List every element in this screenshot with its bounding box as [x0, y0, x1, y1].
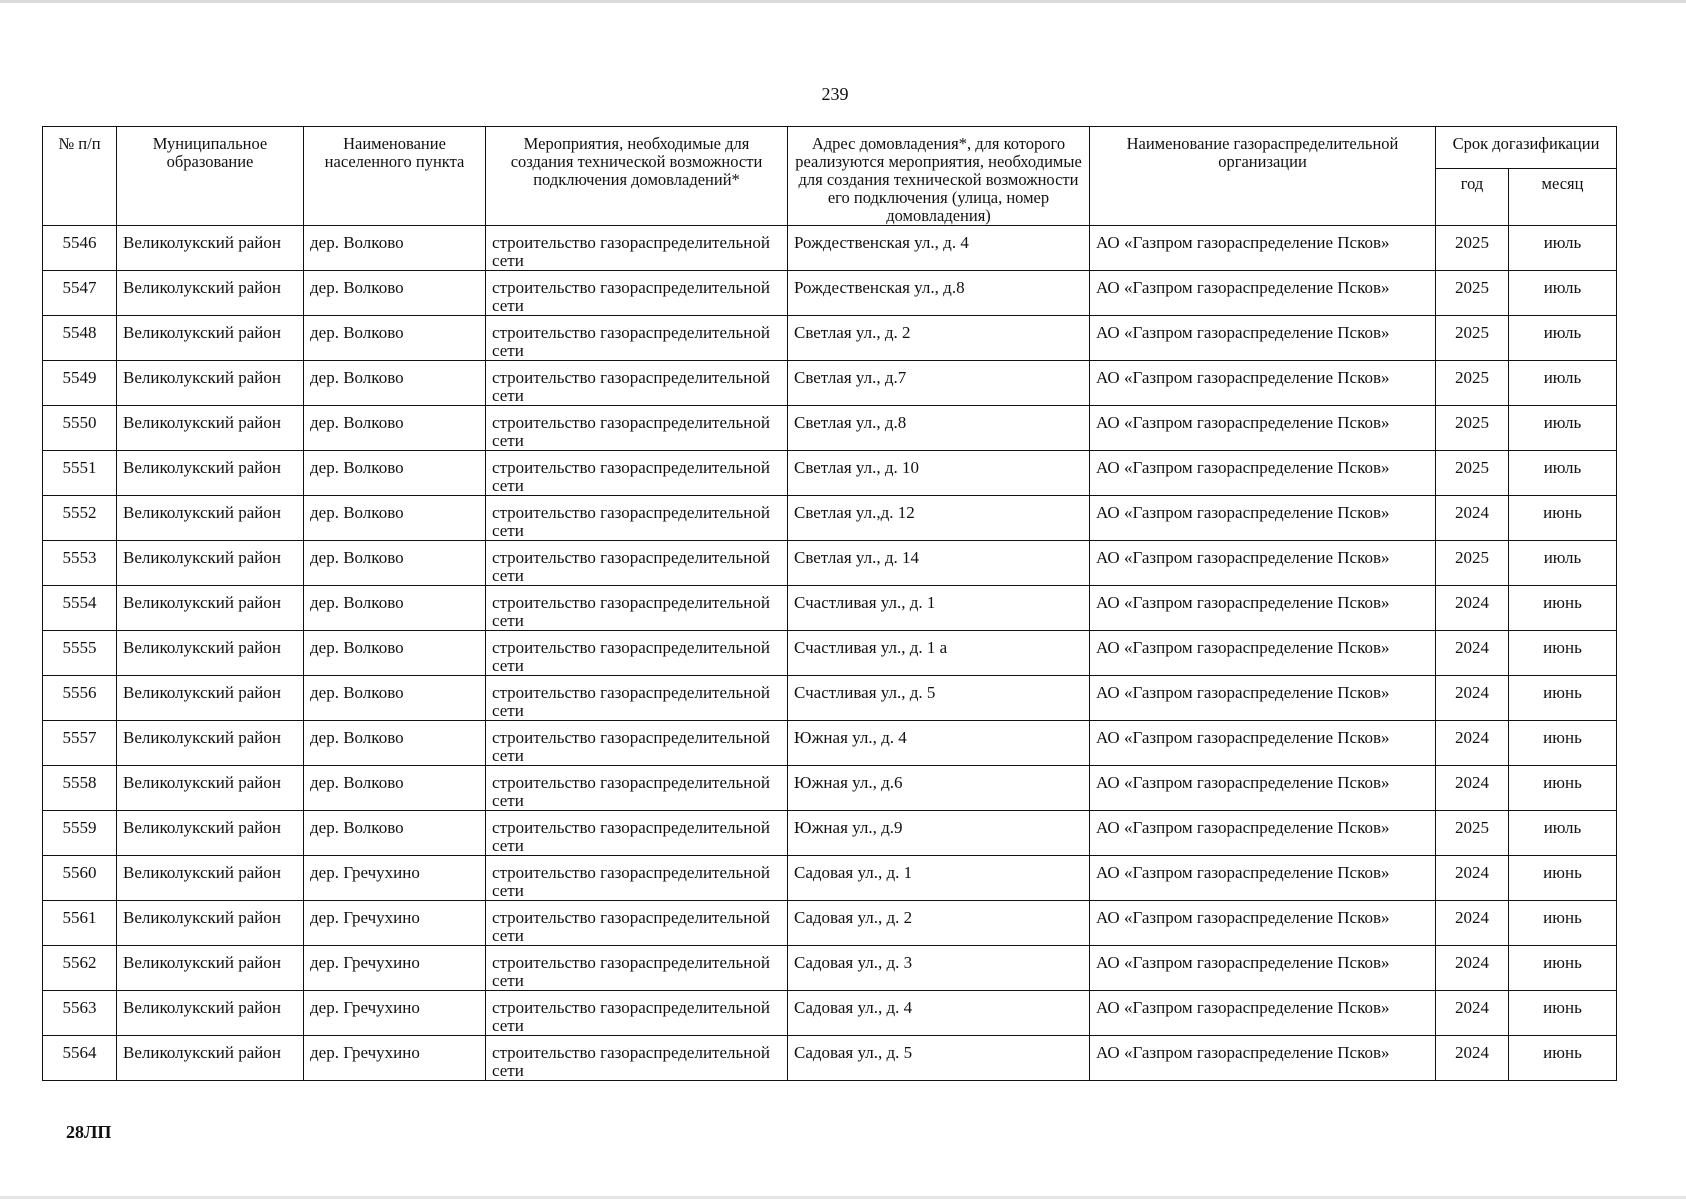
cell-municipality: Великолукский район	[117, 1036, 304, 1081]
cell-month: июнь	[1509, 631, 1617, 676]
cell-year: 2025	[1436, 811, 1509, 856]
cell-address: Счастливая ул., д. 1	[788, 586, 1090, 631]
cell-measure: строительство газораспределительной сети	[486, 676, 788, 721]
header-measures: Мероприятия, необходимые для создания технической возможности подключения домовладений*	[486, 127, 788, 226]
cell-settlement: дер. Волково	[304, 361, 486, 406]
table-row	[43, 451, 1617, 496]
cell-settlement: дер. Гречухино	[304, 991, 486, 1036]
cell-measure: строительство газораспределительной сети	[486, 856, 788, 901]
cell-measure: строительство газораспределительной сети	[486, 496, 788, 541]
cell-organization: АО «Газпром газораспределение Псков»	[1090, 406, 1436, 451]
header-num: № п/п	[43, 127, 117, 226]
cell-measure: строительство газораспределительной сети	[486, 406, 788, 451]
cell-organization: АО «Газпром газораспределение Псков»	[1090, 1036, 1436, 1081]
cell-year: 2024	[1436, 766, 1509, 811]
cell-settlement: дер. Волково	[304, 586, 486, 631]
table-header	[43, 127, 1617, 226]
cell-settlement: дер. Волково	[304, 406, 486, 451]
cell-num: 5556	[43, 676, 117, 721]
cell-measure: строительство газораспределительной сети	[486, 226, 788, 271]
cell-measure: строительство газораспределительной сети	[486, 811, 788, 856]
cell-organization: АО «Газпром газораспределение Псков»	[1090, 586, 1436, 631]
cell-address: Светлая ул., д.8	[788, 406, 1090, 451]
cell-municipality: Великолукский район	[117, 451, 304, 496]
cell-month: июнь	[1509, 1036, 1617, 1081]
gasification-table	[42, 126, 1617, 1081]
cell-num: 5551	[43, 451, 117, 496]
cell-address: Светлая ул., д. 14	[788, 541, 1090, 586]
cell-municipality: Великолукский район	[117, 271, 304, 316]
header-settlement: Наименование населенного пункта	[304, 127, 486, 226]
cell-month: июнь	[1509, 901, 1617, 946]
cell-num: 5554	[43, 586, 117, 631]
cell-month: июль	[1509, 541, 1617, 586]
cell-year: 2025	[1436, 406, 1509, 451]
cell-measure: строительство газораспределительной сети	[486, 1036, 788, 1081]
cell-measure: строительство газораспределительной сети	[486, 361, 788, 406]
cell-num: 5547	[43, 271, 117, 316]
cell-year: 2024	[1436, 946, 1509, 991]
cell-month: июнь	[1509, 991, 1617, 1036]
cell-municipality: Великолукский район	[117, 541, 304, 586]
cell-num: 5559	[43, 811, 117, 856]
cell-settlement: дер. Волково	[304, 541, 486, 586]
cell-month: июнь	[1509, 586, 1617, 631]
cell-num: 5548	[43, 316, 117, 361]
cell-num: 5552	[43, 496, 117, 541]
table-row	[43, 856, 1617, 901]
header-municipality: Муниципальное образование	[117, 127, 304, 226]
cell-measure: строительство газораспределительной сети	[486, 586, 788, 631]
table-row	[43, 226, 1617, 271]
table-body	[43, 226, 1617, 1081]
cell-organization: АО «Газпром газораспределение Псков»	[1090, 946, 1436, 991]
cell-municipality: Великолукский район	[117, 721, 304, 766]
table-row	[43, 766, 1617, 811]
table-row	[43, 316, 1617, 361]
cell-num: 5563	[43, 991, 117, 1036]
cell-organization: АО «Газпром газораспределение Псков»	[1090, 901, 1436, 946]
cell-month: июнь	[1509, 766, 1617, 811]
table-row	[43, 541, 1617, 586]
cell-organization: АО «Газпром газораспределение Псков»	[1090, 226, 1436, 271]
cell-num: 5558	[43, 766, 117, 811]
cell-organization: АО «Газпром газораспределение Псков»	[1090, 271, 1436, 316]
table-row	[43, 586, 1617, 631]
cell-settlement: дер. Волково	[304, 766, 486, 811]
cell-month: июнь	[1509, 856, 1617, 901]
cell-year: 2024	[1436, 721, 1509, 766]
cell-year: 2024	[1436, 856, 1509, 901]
cell-municipality: Великолукский район	[117, 586, 304, 631]
cell-address: Садовая ул., д. 2	[788, 901, 1090, 946]
cell-num: 5564	[43, 1036, 117, 1081]
cell-settlement: дер. Волково	[304, 811, 486, 856]
cell-settlement: дер. Волково	[304, 226, 486, 271]
cell-settlement: дер. Волково	[304, 316, 486, 361]
table-row	[43, 406, 1617, 451]
cell-measure: строительство газораспределительной сети	[486, 451, 788, 496]
cell-measure: строительство газораспределительной сети	[486, 991, 788, 1036]
cell-settlement: дер. Волково	[304, 496, 486, 541]
cell-address: Садовая ул., д. 3	[788, 946, 1090, 991]
cell-month: июль	[1509, 406, 1617, 451]
cell-organization: АО «Газпром газораспределение Псков»	[1090, 766, 1436, 811]
cell-municipality: Великолукский район	[117, 856, 304, 901]
cell-year: 2025	[1436, 451, 1509, 496]
cell-municipality: Великолукский район	[117, 406, 304, 451]
cell-address: Счастливая ул., д. 5	[788, 676, 1090, 721]
cell-month: июль	[1509, 226, 1617, 271]
cell-num: 5557	[43, 721, 117, 766]
cell-measure: строительство газораспределительной сети	[486, 631, 788, 676]
cell-measure: строительство газораспределительной сети	[486, 316, 788, 361]
cell-year: 2025	[1436, 361, 1509, 406]
cell-month: июнь	[1509, 496, 1617, 541]
cell-address: Светлая ул., д.7	[788, 361, 1090, 406]
cell-year: 2025	[1436, 541, 1509, 586]
footer-code: 28ЛП	[66, 1122, 112, 1142]
cell-organization: АО «Газпром газораспределение Псков»	[1090, 361, 1436, 406]
cell-num: 5553	[43, 541, 117, 586]
cell-num: 5546	[43, 226, 117, 271]
cell-address: Южная ул., д. 4	[788, 721, 1090, 766]
scan-edge-bottom	[0, 1196, 1686, 1199]
table-row	[43, 991, 1617, 1036]
cell-num: 5562	[43, 946, 117, 991]
header-year: год	[1436, 169, 1509, 226]
cell-month: июль	[1509, 271, 1617, 316]
cell-measure: строительство газораспределительной сети	[486, 271, 788, 316]
table-row	[43, 676, 1617, 721]
table-row	[43, 901, 1617, 946]
cell-organization: АО «Газпром газораспределение Псков»	[1090, 451, 1436, 496]
cell-address: Рождественская ул., д. 4	[788, 226, 1090, 271]
cell-address: Светлая ул.,д. 12	[788, 496, 1090, 541]
cell-organization: АО «Газпром газораспределение Псков»	[1090, 676, 1436, 721]
cell-num: 5549	[43, 361, 117, 406]
cell-organization: АО «Газпром газораспределение Псков»	[1090, 721, 1436, 766]
cell-organization: АО «Газпром газораспределение Псков»	[1090, 496, 1436, 541]
cell-settlement: дер. Гречухино	[304, 901, 486, 946]
cell-month: июль	[1509, 316, 1617, 361]
cell-organization: АО «Газпром газораспределение Псков»	[1090, 631, 1436, 676]
cell-municipality: Великолукский район	[117, 226, 304, 271]
cell-month: июль	[1509, 811, 1617, 856]
table-row	[43, 1036, 1617, 1081]
cell-organization: АО «Газпром газораспределение Псков»	[1090, 811, 1436, 856]
cell-address: Южная ул., д.6	[788, 766, 1090, 811]
cell-year: 2024	[1436, 991, 1509, 1036]
cell-num: 5560	[43, 856, 117, 901]
header-deadline: Срок догазификации	[1436, 127, 1617, 169]
cell-month: июнь	[1509, 721, 1617, 766]
cell-municipality: Великолукский район	[117, 316, 304, 361]
header-month: месяц	[1509, 169, 1617, 226]
cell-year: 2024	[1436, 586, 1509, 631]
cell-settlement: дер. Волково	[304, 631, 486, 676]
table-row	[43, 361, 1617, 406]
cell-settlement: дер. Волково	[304, 451, 486, 496]
table-row	[43, 811, 1617, 856]
table-row	[43, 631, 1617, 676]
cell-num: 5561	[43, 901, 117, 946]
cell-organization: АО «Газпром газораспределение Псков»	[1090, 991, 1436, 1036]
cell-organization: АО «Газпром газораспределение Псков»	[1090, 541, 1436, 586]
cell-year: 2024	[1436, 676, 1509, 721]
cell-municipality: Великолукский район	[117, 766, 304, 811]
scan-edge-top	[0, 0, 1686, 3]
cell-settlement: дер. Гречухино	[304, 946, 486, 991]
cell-year: 2025	[1436, 226, 1509, 271]
cell-measure: строительство газораспределительной сети	[486, 946, 788, 991]
cell-address: Садовая ул., д. 4	[788, 991, 1090, 1036]
table-row	[43, 496, 1617, 541]
cell-month: июль	[1509, 451, 1617, 496]
cell-num: 5555	[43, 631, 117, 676]
cell-year: 2024	[1436, 631, 1509, 676]
table-row	[43, 721, 1617, 766]
cell-settlement: дер. Волково	[304, 721, 486, 766]
table-row	[43, 271, 1617, 316]
cell-address: Садовая ул., д. 5	[788, 1036, 1090, 1081]
cell-year: 2024	[1436, 1036, 1509, 1081]
cell-address: Рождественская ул., д.8	[788, 271, 1090, 316]
cell-settlement: дер. Гречухино	[304, 856, 486, 901]
cell-year: 2025	[1436, 271, 1509, 316]
cell-municipality: Великолукский район	[117, 361, 304, 406]
cell-settlement: дер. Гречухино	[304, 1036, 486, 1081]
cell-address: Южная ул., д.9	[788, 811, 1090, 856]
cell-settlement: дер. Волково	[304, 676, 486, 721]
cell-settlement: дер. Волково	[304, 271, 486, 316]
cell-municipality: Великолукский район	[117, 631, 304, 676]
cell-num: 5550	[43, 406, 117, 451]
header-address: Адрес домовладения*, для которого реализуются мероприятия, необходимые для создания технической возможности его подключения (улица, номер домовладения)	[788, 127, 1090, 226]
cell-organization: АО «Газпром газораспределение Псков»	[1090, 316, 1436, 361]
page-number: 239	[821, 84, 849, 104]
cell-address: Светлая ул., д. 2	[788, 316, 1090, 361]
cell-month: июнь	[1509, 676, 1617, 721]
cell-municipality: Великолукский район	[117, 496, 304, 541]
cell-year: 2025	[1436, 316, 1509, 361]
cell-measure: строительство газораспределительной сети	[486, 541, 788, 586]
cell-measure: строительство газораспределительной сети	[486, 721, 788, 766]
cell-measure: строительство газораспределительной сети	[486, 766, 788, 811]
cell-address: Счастливая ул., д. 1 а	[788, 631, 1090, 676]
cell-municipality: Великолукский район	[117, 946, 304, 991]
header-organization: Наименование газораспределительной организации	[1090, 127, 1436, 226]
cell-month: июль	[1509, 361, 1617, 406]
cell-year: 2024	[1436, 496, 1509, 541]
cell-municipality: Великолукский район	[117, 811, 304, 856]
cell-measure: строительство газораспределительной сети	[486, 901, 788, 946]
cell-municipality: Великолукский район	[117, 991, 304, 1036]
cell-municipality: Великолукский район	[117, 901, 304, 946]
cell-month: июнь	[1509, 946, 1617, 991]
cell-organization: АО «Газпром газораспределение Псков»	[1090, 856, 1436, 901]
cell-address: Садовая ул., д. 1	[788, 856, 1090, 901]
cell-municipality: Великолукский район	[117, 676, 304, 721]
cell-year: 2024	[1436, 901, 1509, 946]
cell-address: Светлая ул., д. 10	[788, 451, 1090, 496]
table-row	[43, 946, 1617, 991]
